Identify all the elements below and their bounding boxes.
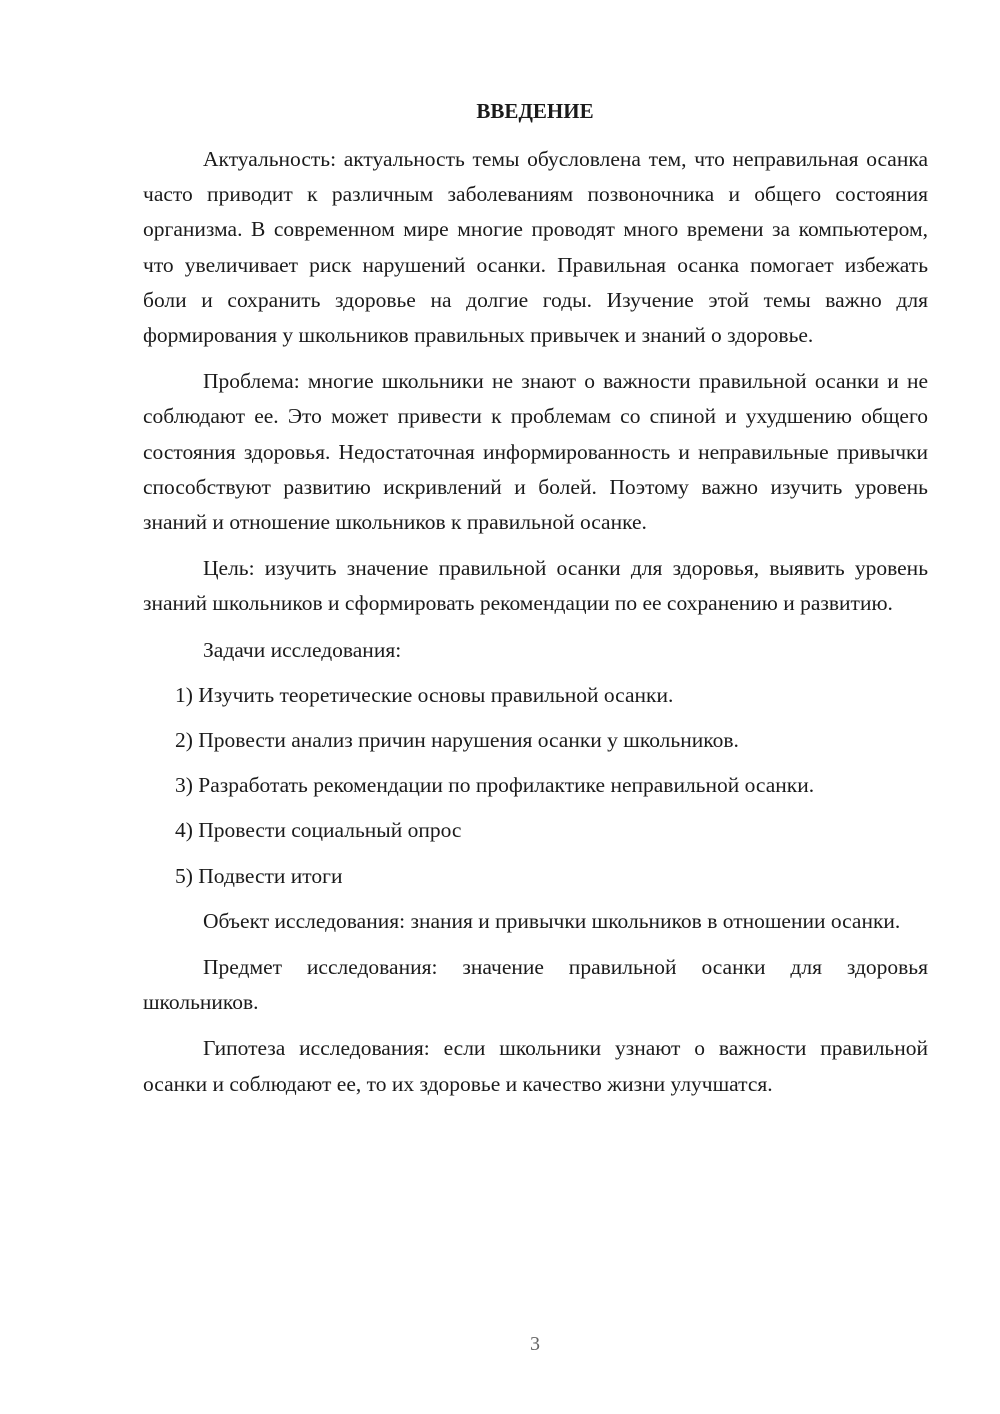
paragraph-hypothesis: Гипотеза исследования: если школьники узнают о важности правильной осанки и соблюдают ее, то их здоровье и качество жизни улучшатся. bbox=[143, 1036, 928, 1096]
paragraph-relevance: Актуальность: актуальность темы обусловлена тем, что неправильная осанка часто приводит к различным заболеваниям позвоночника и общего состояния организма. В современном мире многие проводят много времени за компьютером, что увеличивает риск нарушений осанки. Правильная осанка помогает избежать боли и сохранить здоровье на долгие годы. Изучение этой темы важно для формирования у школьников правильных привычек и знаний о здоровье. bbox=[143, 147, 928, 348]
task-item-2: 2) Провести анализ причин нарушения осанки у школьников. bbox=[175, 728, 739, 753]
document-body bbox=[143, 142, 928, 1113]
task-item-5: 5) Подвести итоги bbox=[175, 863, 343, 888]
page-number: 3 bbox=[530, 1333, 540, 1355]
tasks-heading: Задачи исследования: bbox=[203, 637, 402, 662]
paragraph-object: Объект исследования: знания и привычки школьников в отношении осанки. bbox=[203, 908, 901, 933]
task-item-1: 1) Изучить теоретические основы правильной осанки. bbox=[175, 682, 674, 707]
task-item-4: 4) Провести социальный опрос bbox=[175, 818, 462, 843]
page-title: ВВЕДЕНИЕ bbox=[476, 99, 594, 123]
paragraph-problem: Проблема: многие школьники не знают о важности правильной осанки и не соблюдают ее. Это может привести к проблемам со спиной и ухудшению общего состояния здоровья. Недостаточная информированность и неправильные привычки способствуют развитию искривлений и болей. Поэтому важно изучить уровень знаний и отношение школьников к правильной осанке. bbox=[143, 369, 928, 535]
paragraph-subject: Предмет исследования: значение правильной осанки для здоровья школьников. bbox=[143, 955, 928, 1015]
paragraph-goal: Цель: изучить значение правильной осанки для здоровья, выявить уровень знаний школьников и сформировать рекомендации по ее сохранению и развитию. bbox=[143, 556, 928, 616]
task-item-3: 3) Разработать рекомендации по профилактике неправильной осанки. bbox=[175, 773, 815, 798]
